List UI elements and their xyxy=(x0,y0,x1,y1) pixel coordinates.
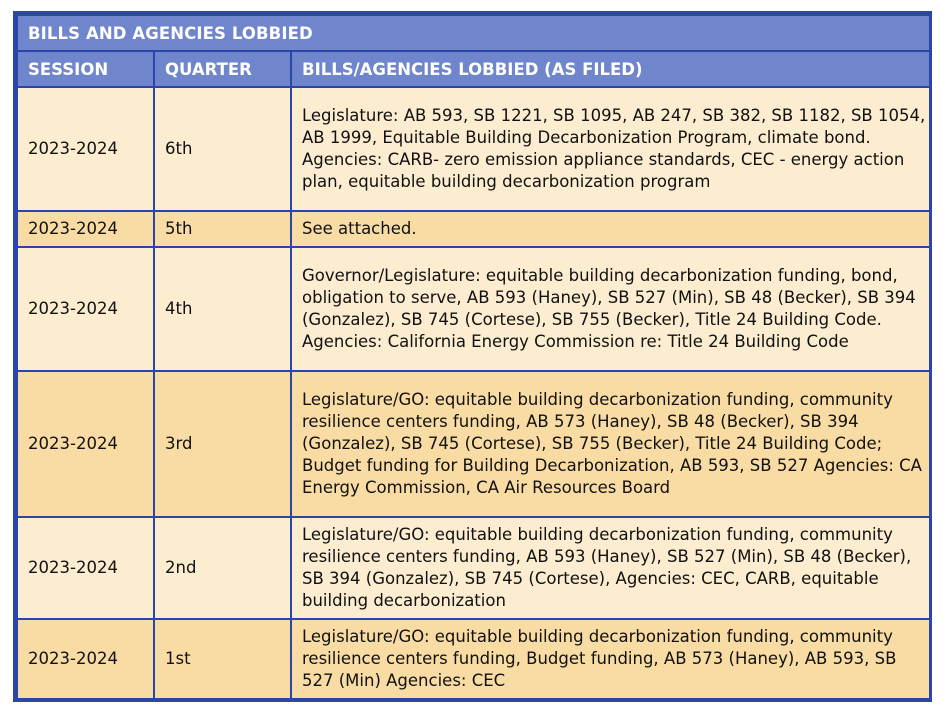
cell-bills: Legislature/GO: equitable building decarbonization funding, community resilience centers funding, Budget funding, AB 573 (Haney), AB 593, SB 527 (Min) Agencies: CEC xyxy=(291,619,930,699)
cell-bills: Legislature/GO: equitable building decarbonization funding, community resilience centers funding, AB 573 (Haney), SB 48 (Becker), SB 394 (Gonzalez), SB 745 (Cortese), SB 755 (Becker), Title 24 Building Code; Budget funding for Building Decarbonization, AB 593, SB 527 Agencies: CA Energy Commission, CA Air Resources Board xyxy=(291,371,930,517)
cell-quarter: 5th xyxy=(154,211,291,247)
table-header-row xyxy=(17,51,930,87)
cell-quarter: 4th xyxy=(154,247,291,371)
table-row xyxy=(17,619,930,699)
table-row xyxy=(17,87,930,211)
cell-session: 2023-2024 xyxy=(17,247,154,371)
cell-bills: Legislature: AB 593, SB 1221, SB 1095, AB 247, SB 382, SB 1182, SB 1054, AB 1999, Equitable Building Decarbonization Program, climate bond. Agencies: CARB- zero emission appliance standards, CEC - energy action plan, equitable building decarbonization program xyxy=(291,87,930,211)
cell-quarter: 1st xyxy=(154,619,291,699)
header-quarter: QUARTER xyxy=(154,51,291,87)
cell-quarter: 2nd xyxy=(154,517,291,619)
cell-bills: Legislature/GO: equitable building decarbonization funding, community resilience centers funding, AB 593 (Haney), SB 527 (Min), SB 48 (Becker), SB 394 (Gonzalez), SB 745 (Cortese), Agencies: CEC, CARB, equitable building decarbonization xyxy=(291,517,930,619)
table-row xyxy=(17,211,930,247)
cell-session: 2023-2024 xyxy=(17,517,154,619)
cell-session: 2023-2024 xyxy=(17,371,154,517)
table-caption-row xyxy=(17,15,930,51)
cell-bills: See attached. xyxy=(291,211,930,247)
cell-quarter: 6th xyxy=(154,87,291,211)
cell-bills: Governor/Legislature: equitable building decarbonization funding, bond, obligation to serve, AB 593 (Haney), SB 527 (Min), SB 48 (Becker), SB 394 (Gonzalez), SB 745 (Cortese), SB 755 (Becker), Title 24 Building Code. Agencies: California Energy Commission re: Title 24 Building Code xyxy=(291,247,930,371)
cell-session: 2023-2024 xyxy=(17,87,154,211)
cell-session: 2023-2024 xyxy=(17,619,154,699)
header-session: SESSION xyxy=(17,51,154,87)
bills-agencies-table xyxy=(16,14,931,700)
lobbying-table-frame xyxy=(13,11,932,702)
table-row xyxy=(17,371,930,517)
cell-session: 2023-2024 xyxy=(17,211,154,247)
cell-quarter: 3rd xyxy=(154,371,291,517)
header-bills: BILLS/AGENCIES LOBBIED (AS FILED) xyxy=(291,51,930,87)
table-row xyxy=(17,517,930,619)
table-caption: BILLS AND AGENCIES LOBBIED xyxy=(17,15,930,51)
table-row xyxy=(17,247,930,371)
